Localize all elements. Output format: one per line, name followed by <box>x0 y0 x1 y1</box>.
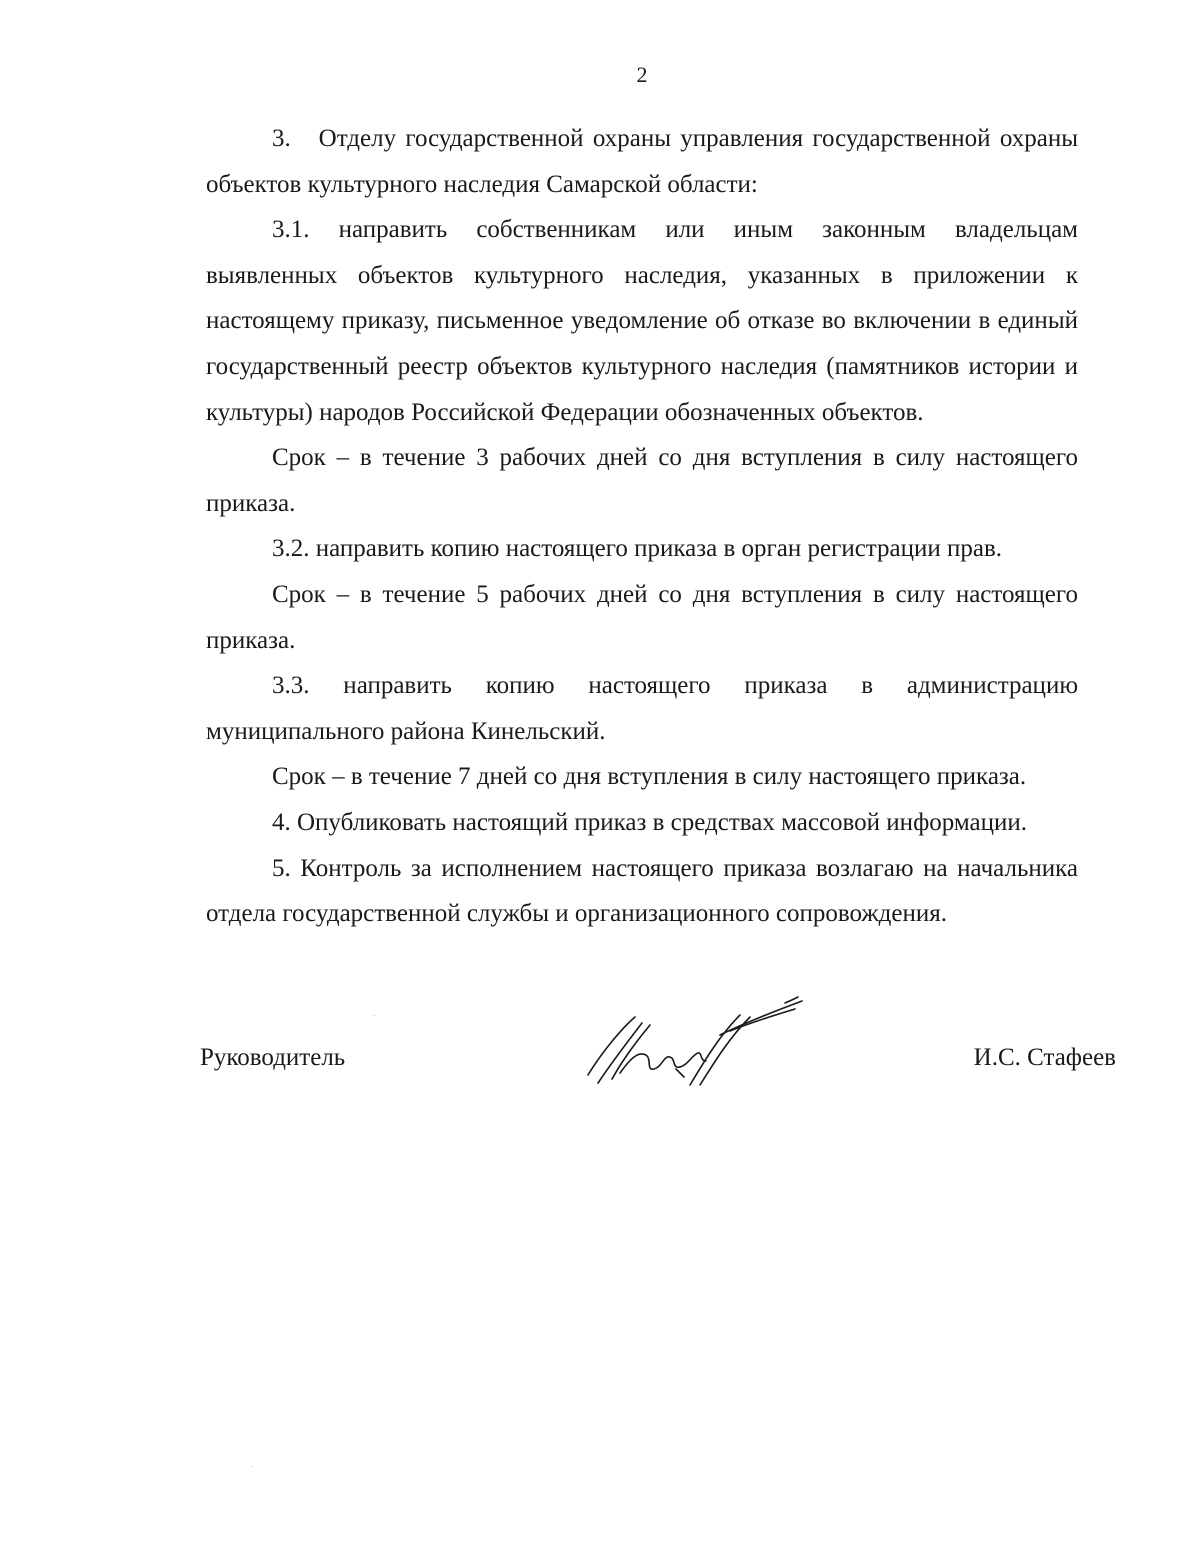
document-body <box>206 116 1078 937</box>
paragraph-5: 5. Контроль за исполнением настоящего приказа возлагаю на начальника отдела государственной службы и организационного сопровождения. <box>206 854 1078 928</box>
deadline-3-1: Срок – в течение 3 рабочих дней со дня вступления в силу настоящего приказа. <box>206 444 1078 517</box>
deadline-3-2: Срок – в течение 5 рабочих дней со дня вступления в силу настоящего приказа. <box>206 580 1078 654</box>
paragraph-3-3: 3.3. направить копию настоящего приказа в администрацию муниципального района Кинельский. <box>206 672 1078 745</box>
signature-block <box>0 1040 1200 1140</box>
paragraph-3: 3. Отделу государственной охраны управления государственной охраны объектов культурного наследия Самарской области: <box>206 125 1078 198</box>
scan-speck <box>374 1015 375 1016</box>
scan-speck <box>252 1466 253 1467</box>
handwritten-signature-icon <box>580 995 810 1090</box>
page-number: 2 <box>636 62 648 87</box>
signatory-name: И.С. Стафеев <box>973 1044 1116 1071</box>
paragraph-3-2: 3.2. направить копию настоящего приказа в орган регистрации прав. <box>272 535 1003 563</box>
paragraph-4: 4. Опубликовать настоящий приказ в средствах массовой информации. <box>272 808 1028 836</box>
signatory-title: Руководитель <box>200 1044 346 1071</box>
paragraph-3-1: 3.1. направить собственникам или иным законным владельцам выявленных объектов культурного наследия, указанных в приложении к настоящему приказу, письменное уведомление об отказе во включении в единый государственный реестр объектов культурного наследия (памятников истории и культуры) народов Российской Федерации обозначенных объектов. <box>206 216 1078 426</box>
deadline-3-3: Срок – в течение 7 дней со дня вступления в силу настоящего приказа. <box>272 763 1027 791</box>
